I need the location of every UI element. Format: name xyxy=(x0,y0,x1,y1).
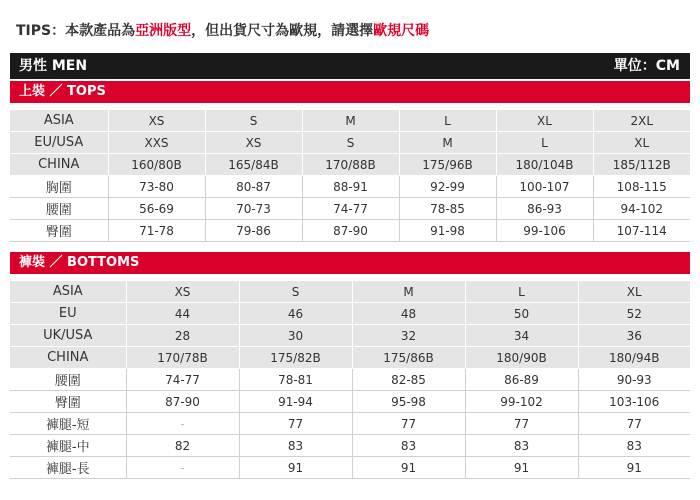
size-cell: XXS xyxy=(108,132,205,154)
size-cell: 83 xyxy=(465,435,578,457)
men-header-bar xyxy=(10,53,690,79)
row-label-cell: 腰圍 xyxy=(10,198,108,220)
table-row xyxy=(10,281,690,303)
table-row xyxy=(10,347,690,369)
size-cell: S xyxy=(302,132,399,154)
size-cell: 87-90 xyxy=(302,220,399,242)
size-cell: 91-98 xyxy=(399,220,496,242)
size-cell: 44 xyxy=(126,303,239,325)
table-row xyxy=(10,413,690,435)
size-cell: 91 xyxy=(465,457,578,479)
size-cell: 175/86B xyxy=(352,347,465,369)
size-cell: M xyxy=(352,281,465,303)
size-cell: 46 xyxy=(239,303,352,325)
size-cell: 83 xyxy=(352,435,465,457)
row-label-cell: 臀圍 xyxy=(10,391,126,413)
size-cell: 82-85 xyxy=(352,369,465,391)
row-label-cell: ASIA xyxy=(10,110,108,132)
size-cell: 86-89 xyxy=(465,369,578,391)
bottoms-size-table xyxy=(10,281,690,479)
table-row xyxy=(10,132,690,154)
size-cell: 170/78B xyxy=(126,347,239,369)
size-cell: 180/90B xyxy=(465,347,578,369)
size-cell: 77 xyxy=(578,413,690,435)
size-cell: 52 xyxy=(578,303,690,325)
size-cell: XL xyxy=(578,281,690,303)
size-cell: XS xyxy=(205,132,302,154)
size-cell: 32 xyxy=(352,325,465,347)
tips-highlight-eu-size: 歐規尺碼 xyxy=(373,23,430,39)
size-cell: 2XL xyxy=(593,110,690,132)
size-cell: 83 xyxy=(239,435,352,457)
size-cell: 95-98 xyxy=(352,391,465,413)
size-cell: 78-85 xyxy=(399,198,496,220)
tops-size-table xyxy=(10,110,690,242)
row-label-cell: 褲腿-長 xyxy=(10,457,126,479)
row-label-cell: ASIA xyxy=(10,281,126,303)
size-cell: 100-107 xyxy=(496,176,593,198)
size-cell: 50 xyxy=(465,303,578,325)
size-cell: S xyxy=(205,110,302,132)
size-cell: 70-73 xyxy=(205,198,302,220)
row-label-cell: UK/USA xyxy=(10,325,126,347)
size-cell: XL xyxy=(496,110,593,132)
size-cell: 91 xyxy=(578,457,690,479)
size-cell: 74-77 xyxy=(302,198,399,220)
table-row xyxy=(10,198,690,220)
row-label-cell: EU/USA xyxy=(10,132,108,154)
unit-label: 單位：CM xyxy=(613,58,680,74)
tips-prefix: TIPS：本款產品為 xyxy=(16,23,136,39)
size-cell: 91-94 xyxy=(239,391,352,413)
size-cell: S xyxy=(239,281,352,303)
tips-highlight-asian-fit: 亞洲版型 xyxy=(135,23,192,39)
table-row xyxy=(10,457,690,479)
size-cell: 56-69 xyxy=(108,198,205,220)
row-label-cell: CHINA xyxy=(10,154,108,176)
table-row xyxy=(10,391,690,413)
size-cell: - xyxy=(126,457,239,479)
size-cell: 175/96B xyxy=(399,154,496,176)
size-cell: 79-86 xyxy=(205,220,302,242)
table-row xyxy=(10,369,690,391)
tops-title: 上裝 ／ TOPS xyxy=(19,84,106,99)
size-cell: 170/88B xyxy=(302,154,399,176)
size-cell: 99-106 xyxy=(496,220,593,242)
size-cell: 82 xyxy=(126,435,239,457)
tips-middle: ，但出貨尺寸為歐規，請選擇 xyxy=(191,23,374,39)
row-label-cell: CHINA xyxy=(10,347,126,369)
size-cell: 30 xyxy=(239,325,352,347)
size-cell: 99-102 xyxy=(465,391,578,413)
row-label-cell: 腰圍 xyxy=(10,369,126,391)
size-cell: 185/112B xyxy=(593,154,690,176)
size-cell: 71-78 xyxy=(108,220,205,242)
size-cell: - xyxy=(126,413,239,435)
size-cell: 92-99 xyxy=(399,176,496,198)
size-cell: 107-114 xyxy=(593,220,690,242)
size-cell: 180/94B xyxy=(578,347,690,369)
size-cell: 86-93 xyxy=(496,198,593,220)
size-cell: 175/82B xyxy=(239,347,352,369)
size-cell: L xyxy=(399,110,496,132)
row-label-cell: 褲腿-短 xyxy=(10,413,126,435)
table-row xyxy=(10,220,690,242)
size-cell: 87-90 xyxy=(126,391,239,413)
size-cell: 91 xyxy=(352,457,465,479)
size-cell: 73-80 xyxy=(108,176,205,198)
table-row xyxy=(10,176,690,198)
size-cell: 83 xyxy=(578,435,690,457)
table-row xyxy=(10,154,690,176)
size-cell: 77 xyxy=(465,413,578,435)
men-title: 男性 MEN xyxy=(19,58,88,74)
table-row xyxy=(10,110,690,132)
tops-section-bar xyxy=(10,81,690,103)
size-cell: L xyxy=(465,281,578,303)
table-row xyxy=(10,325,690,347)
size-cell: 77 xyxy=(352,413,465,435)
size-cell: L xyxy=(496,132,593,154)
size-cell: 160/80B xyxy=(108,154,205,176)
size-cell: 74-77 xyxy=(126,369,239,391)
size-cell: 77 xyxy=(239,413,352,435)
size-cell: XS xyxy=(108,110,205,132)
size-cell: 94-102 xyxy=(593,198,690,220)
size-cell: 91 xyxy=(239,457,352,479)
size-cell: 36 xyxy=(578,325,690,347)
size-cell: 103-106 xyxy=(578,391,690,413)
size-cell: M xyxy=(302,110,399,132)
row-label-cell: 臀圍 xyxy=(10,220,108,242)
size-cell: 34 xyxy=(465,325,578,347)
bottoms-section-bar xyxy=(10,252,690,274)
size-cell: 88-91 xyxy=(302,176,399,198)
row-label-cell: 褲腿-中 xyxy=(10,435,126,457)
size-cell: 165/84B xyxy=(205,154,302,176)
table-row xyxy=(10,303,690,325)
bottoms-title: 褲裝 ／ BOTTOMS xyxy=(19,255,140,270)
size-cell: 108-115 xyxy=(593,176,690,198)
row-label-cell: EU xyxy=(10,303,126,325)
size-cell: 80-87 xyxy=(205,176,302,198)
size-cell: XL xyxy=(593,132,690,154)
size-cell: 48 xyxy=(352,303,465,325)
tips-note xyxy=(16,20,429,42)
size-cell: 28 xyxy=(126,325,239,347)
size-cell: M xyxy=(399,132,496,154)
table-row xyxy=(10,435,690,457)
size-cell: 78-81 xyxy=(239,369,352,391)
row-label-cell: 胸圍 xyxy=(10,176,108,198)
size-cell: 180/104B xyxy=(496,154,593,176)
size-cell: 90-93 xyxy=(578,369,690,391)
size-cell: XS xyxy=(126,281,239,303)
